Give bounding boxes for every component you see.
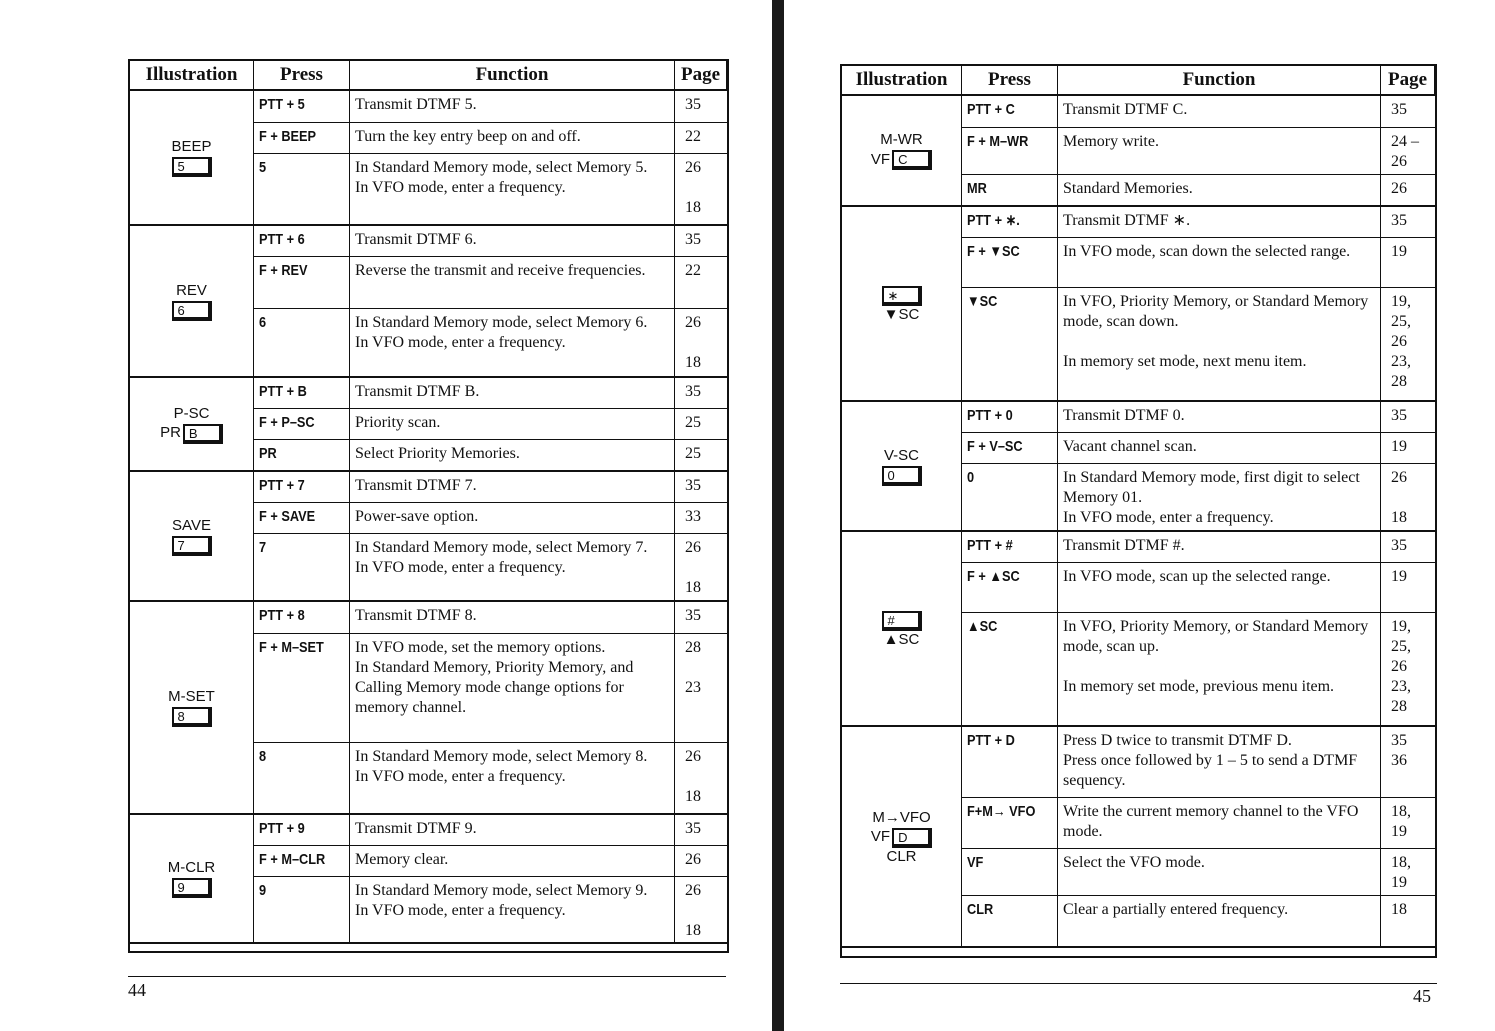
function-cell: In VFO mode, set the memory options. In Standard Memory, Priority Memory, and Calling Memory mode change options for memory channel. [350,634,675,743]
press-cell [254,472,350,503]
key-9-icon: 9 [172,878,212,898]
illustration-1 [130,226,254,378]
page-cell: 35 [1381,96,1435,128]
key-∗-icon: ∗ [882,286,922,306]
right-page-number: 45 [1413,986,1431,1006]
key-label: REV [176,281,207,299]
key-row [882,464,922,486]
function-cell: Memory write. [1058,128,1381,175]
function-cell: Transmit DTMF ∗. [1058,207,1381,238]
key-row [172,705,212,727]
page-cell: 26 18 [675,877,727,944]
function-cell: In VFO mode, scan down the selected range. [1058,238,1381,288]
page-cell: 33 [675,503,727,534]
page-cell: 25 [675,440,727,472]
function-cell: Select Priority Memories. [350,440,675,472]
page-cell: 35 [1381,207,1435,238]
press-cell [254,503,350,534]
key-row [172,155,212,177]
page-cell: 26 [675,846,727,877]
page-cell: 35 [675,378,727,409]
page-cell: 18 [1381,896,1435,948]
press-text: PTT + 0 [967,407,1013,424]
press-text: 0 [967,469,975,486]
function-cell: Select the VFO mode. [1058,849,1381,896]
page-cell: 19 [1381,238,1435,288]
press-text: ▼SC [967,293,998,310]
header-page: Page [1381,66,1435,96]
key-row [172,534,212,556]
page-cell: 35 [675,472,727,503]
left-footer-rule [128,976,726,977]
press-cell [962,563,1058,613]
function-cell: Write the current memory channel to the VFO mode. [1058,798,1381,849]
function-cell: Turn the key entry beep on and off. [350,123,675,154]
key-label: BEEP [171,138,212,155]
function-cell: Transmit DTMF 9. [350,815,675,846]
press-cell [254,226,350,257]
press-text: PTT + B [259,383,307,400]
key-row [172,876,212,898]
press-text: PTT + 8 [259,607,305,624]
press-text: F + P–SC [259,414,315,431]
press-text: 5 [259,159,267,176]
page-cell: 19, 25, 26 23, 28 [1381,288,1435,402]
key-label: V-SC [883,446,919,464]
key-label: ▼SC [883,306,920,323]
function-cell: Reverse the transmit and receive frequencies. [350,257,675,309]
key-row [882,609,922,631]
key-row [871,148,932,170]
key-label: M-WR [880,131,923,148]
page-cell: 26 18 [675,309,727,378]
key-D-icon: D [892,828,932,848]
key-0-icon: 0 [882,466,922,486]
function-cell: Vacant channel scan. [1058,433,1381,464]
key-prefix: VF [870,828,891,845]
illustration-4 [130,602,254,815]
page-cell: 35 [1381,532,1435,563]
function-cell: In Standard Memory mode, first digit to select Memory 01. In VFO mode, enter a frequency. [1058,464,1381,532]
function-cell: In Standard Memory mode, select Memory 6. In VFO mode, enter a frequency. [350,309,675,378]
illustration-1 [842,207,962,402]
press-text: F + SAVE [259,508,316,525]
press-cell [254,743,350,815]
press-cell [254,123,350,154]
press-cell [254,602,350,634]
press-text: F + M–CLR [259,851,326,868]
left-page-number: 44 [128,980,146,1000]
press-cell [254,846,350,877]
function-cell: In VFO mode, scan up the selected range. [1058,563,1381,613]
function-cell: Power-save option. [350,503,675,534]
key-prefix: PR [160,424,181,441]
press-cell [962,849,1058,896]
press-cell [254,815,350,846]
key-label: P-SC [173,404,210,422]
page-cell: 22 [675,257,727,309]
press-text: F+M→ VFO [967,803,1036,820]
press-text: CLR [967,901,994,918]
key-label: M→VFO [872,808,931,826]
press-text: VF [967,854,984,871]
key-7-icon: 7 [172,536,212,556]
function-cell: Transmit DTMF 8. [350,602,675,634]
page-cell: 35 [675,91,727,123]
key-row [882,284,922,306]
key-6-icon: 6 [172,301,212,321]
press-text: PR [259,445,277,462]
press-cell [254,309,350,378]
page-cell: 28 23 [675,634,727,743]
page-cell: 24 – 26 [1381,128,1435,175]
press-cell [962,207,1058,238]
press-cell [962,238,1058,288]
press-text: 8 [259,748,267,765]
key-row [160,422,223,444]
press-cell [962,96,1058,128]
function-cell: In Standard Memory mode, select Memory 5. In VFO mode, enter a frequency. [350,154,675,226]
illustration-5 [130,815,254,944]
press-text: F + ▼SC [967,243,1020,260]
illustration-0 [130,91,254,226]
function-cell: Transmit DTMF 6. [350,226,675,257]
right-function-table [840,64,1437,958]
press-text: PTT + 5 [259,96,305,113]
press-text: F + ▲SC [967,568,1020,585]
header-press: Press [254,61,350,91]
page-cell: 35 36 [1381,727,1435,798]
press-cell [254,409,350,440]
press-cell [962,128,1058,175]
function-cell: Transmit DTMF C. [1058,96,1381,128]
function-cell: In Standard Memory mode, select Memory 7. In VFO mode, enter a frequency. [350,534,675,602]
key-row [172,299,212,321]
press-text: PTT + ∗. [967,212,1020,229]
press-text: 7 [259,539,267,556]
key-label: M-SET [168,688,215,705]
function-cell: In Standard Memory mode, select Memory 9. In VFO mode, enter a frequency. [350,877,675,944]
press-cell [962,532,1058,563]
header-function: Function [1058,66,1381,96]
function-cell: Clear a partially entered frequency. [1058,896,1381,948]
page-cell: 26 18 [675,534,727,602]
press-text: PTT + 9 [259,820,305,837]
press-text: ▲SC [967,618,998,635]
header-illustration: Illustration [130,61,254,91]
press-cell [962,175,1058,207]
press-cell [962,613,1058,727]
function-cell: In Standard Memory mode, select Memory 8. In VFO mode, enter a frequency. [350,743,675,815]
press-text: F + REV [259,262,308,279]
press-cell [962,288,1058,402]
illustration-2 [130,378,254,472]
key-sublabel: CLR [886,847,917,865]
page-cell: 22 [675,123,727,154]
header-function: Function [350,61,675,91]
function-cell: Priority scan. [350,409,675,440]
function-cell: In VFO, Priority Memory, or Standard Memory mode, scan down. In memory set mode, next menu item. [1058,288,1381,402]
function-cell: Transmit DTMF #. [1058,532,1381,563]
key-C-icon: C [892,150,932,170]
illustration-0 [842,96,962,207]
key-label: M-CLR [167,859,216,876]
key-5-icon: 5 [172,157,212,177]
press-text: PTT + # [967,537,1013,554]
function-cell: Press D twice to transmit DTMF D. Press once followed by 1 – 5 to send a DTMF sequency. [1058,727,1381,798]
key-8-icon: 8 [172,707,212,727]
press-text: 9 [259,882,267,899]
header-press: Press [962,66,1058,96]
page-cell: 35 [675,226,727,257]
page-cell: 18, 19 [1381,849,1435,896]
press-text: MR [967,180,987,197]
page-cell: 35 [675,815,727,846]
page-cell: 19, 25, 26 23, 28 [1381,613,1435,727]
illustration-3 [842,532,962,727]
function-cell: Transmit DTMF 0. [1058,402,1381,433]
key-label: SAVE [172,516,211,534]
press-cell [254,154,350,226]
press-cell [962,798,1058,849]
function-cell: In VFO, Priority Memory, or Standard Memory mode, scan up. In memory set mode, previous menu item. [1058,613,1381,727]
press-cell [254,440,350,472]
right-footer-rule [840,983,1437,984]
press-cell [962,433,1058,464]
page-cell: 26 18 [1381,464,1435,532]
press-cell [254,378,350,409]
press-text: F + M–SET [259,639,324,656]
page-cell: 25 [675,409,727,440]
header-page: Page [675,61,727,91]
press-cell [962,896,1058,948]
illustration-2 [842,402,962,532]
page-cell: 26 18 [675,743,727,815]
press-text: PTT + C [967,101,1015,118]
press-cell [962,464,1058,532]
press-text: PTT + D [967,732,1015,749]
key-B-icon: B [183,424,223,444]
press-cell [962,402,1058,433]
page-cell: 35 [675,602,727,634]
press-cell [254,534,350,602]
function-cell: Transmit DTMF 7. [350,472,675,503]
press-text: F + V–SC [967,438,1023,455]
press-text: PTT + 6 [259,231,305,248]
press-text: F + BEEP [259,128,317,145]
press-cell [962,727,1058,798]
book-gutter [772,0,784,1031]
header-illustration: Illustration [842,66,962,96]
page-cell: 19 [1381,563,1435,613]
press-cell [254,877,350,944]
function-cell: Transmit DTMF 5. [350,91,675,123]
press-text: PTT + 7 [259,477,305,494]
function-cell: Memory clear. [350,846,675,877]
function-cell: Transmit DTMF B. [350,378,675,409]
key-row [871,826,932,848]
key-#-icon: # [882,611,922,631]
illustration-3 [130,472,254,602]
press-text: F + M–WR [967,133,1029,150]
press-cell [254,634,350,743]
key-label: ▲SC [883,631,920,648]
illustration-4 [842,727,962,948]
function-cell: Standard Memories. [1058,175,1381,207]
page-cell: 18, 19 [1381,798,1435,849]
key-prefix: VF [870,150,891,168]
press-text: 6 [259,314,267,331]
page-cell: 26 [1381,175,1435,207]
press-cell [254,257,350,309]
page-cell: 35 [1381,402,1435,433]
page-cell: 19 [1381,433,1435,464]
left-function-table [128,59,729,953]
press-cell [254,91,350,123]
page-cell: 26 18 [675,154,727,226]
